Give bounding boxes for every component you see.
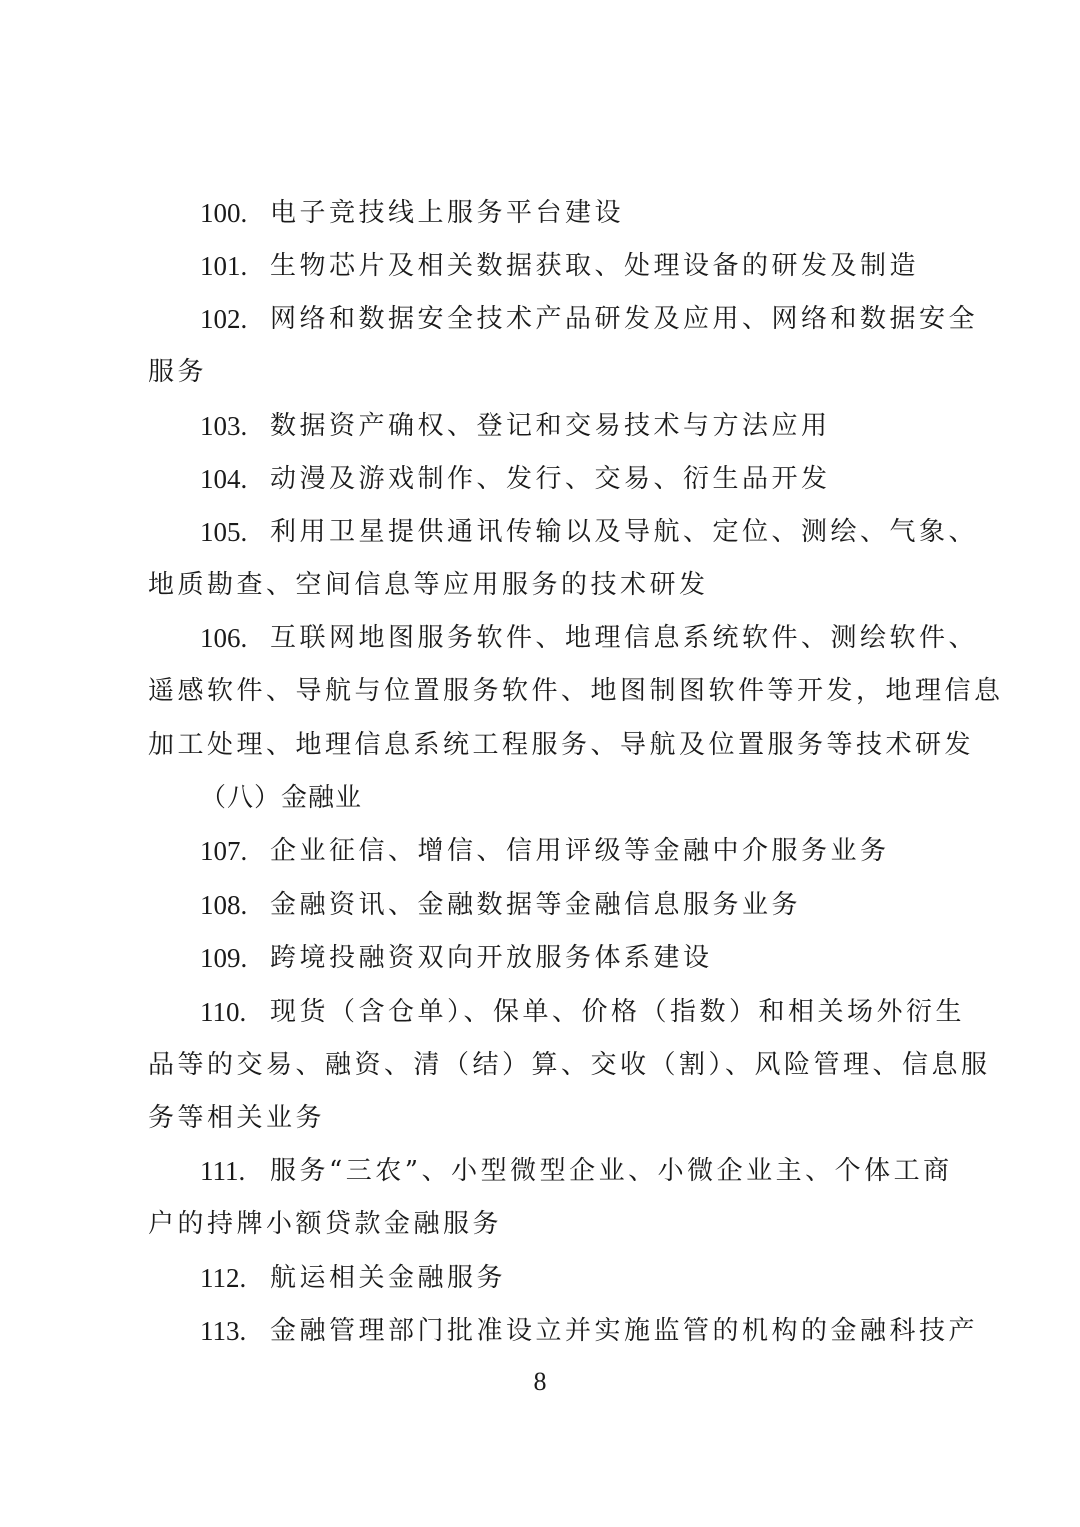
- item-number: 105.: [200, 517, 248, 547]
- item-text-continuation: 品等的交易、融资、清（结）算、交收（割）、风险管理、信息服: [148, 1050, 991, 1080]
- item-text-continuation: 地质勘查、空间信息等应用服务的技术研发: [148, 570, 709, 600]
- item-text: 动漫及游戏制作、发行、交易、衍生品开发: [270, 464, 831, 494]
- list-item-continuation: [0, 346, 1080, 399]
- item-number: 104.: [200, 464, 248, 494]
- list-item-continuation: [0, 719, 1080, 772]
- list-item-continuation: [0, 559, 1080, 612]
- list-item: [0, 932, 1080, 985]
- list-item: [0, 612, 1080, 665]
- section-heading-row: [0, 772, 1080, 825]
- item-text-continuation: 务等相关业务: [148, 1103, 326, 1133]
- item-text: 跨境投融资双向开放服务体系建设: [270, 943, 713, 973]
- list-item: [0, 240, 1080, 293]
- list-item-continuation: [0, 1198, 1080, 1251]
- item-number: 102.: [200, 304, 248, 334]
- item-text: 航运相关金融服务: [270, 1263, 507, 1293]
- item-text: 企业征信、增信、信用评级等金融中介服务业务: [270, 836, 890, 866]
- item-text: 网络和数据安全技术产品研发及应用、网络和数据安全: [270, 304, 979, 334]
- item-text: 利用卫星提供通讯传输以及导航、定位、测绘、气象、: [270, 517, 979, 547]
- list-item: [0, 293, 1080, 346]
- item-text: 互联网地图服务软件、地理信息系统软件、测绘软件、: [270, 623, 979, 653]
- item-number: 101.: [200, 251, 248, 281]
- list-item: [0, 986, 1080, 1039]
- list-item: [0, 187, 1080, 240]
- list-item: [0, 825, 1080, 878]
- item-number: 100.: [200, 198, 248, 228]
- list-item: [0, 1305, 1080, 1358]
- item-number: 108.: [200, 890, 248, 920]
- item-text: 服务“三农”、小型微型企业、小微企业主、个体工商: [270, 1156, 953, 1186]
- item-text: 现货（含仓单）、保单、价格（指数）和相关场外衍生: [270, 997, 966, 1027]
- list-item: [0, 400, 1080, 453]
- list-item: [0, 453, 1080, 506]
- item-number: 103.: [200, 411, 248, 441]
- item-text: 生物芯片及相关数据获取、处理设备的研发及制造: [270, 251, 920, 281]
- item-text: 数据资产确权、登记和交易技术与方法应用: [270, 411, 831, 441]
- item-number: 113.: [200, 1316, 247, 1346]
- section-heading: （八）金融业: [200, 783, 363, 813]
- list-item: [0, 506, 1080, 559]
- list-item-continuation: [0, 1092, 1080, 1145]
- item-text-continuation: 加工处理、地理信息系统工程服务、导航及位置服务等技术研发: [148, 730, 975, 760]
- item-text-continuation: 服务: [148, 357, 208, 387]
- list-item: [0, 879, 1080, 932]
- item-text-continuation: 遥感软件、导航与位置服务软件、地图制图软件等开发，地理信息: [148, 676, 1004, 706]
- item-text: 金融管理部门批准设立并实施监管的机构的金融科技产: [270, 1316, 979, 1346]
- page-number: 8: [533, 1367, 547, 1396]
- item-number: 109.: [200, 943, 248, 973]
- list-item: [0, 1145, 1080, 1198]
- item-text: 金融资讯、金融数据等金融信息服务业务: [270, 890, 802, 920]
- item-number: 107.: [200, 836, 248, 866]
- item-number: 111.: [200, 1156, 246, 1186]
- list-item-continuation: [0, 665, 1080, 718]
- item-text: 电子竞技线上服务平台建设: [270, 198, 625, 228]
- list-item: [0, 1252, 1080, 1305]
- item-number: 110.: [200, 997, 247, 1027]
- item-number: 112.: [200, 1263, 247, 1293]
- item-text-continuation: 户的持牌小额贷款金融服务: [148, 1209, 503, 1239]
- item-number: 106.: [200, 623, 248, 653]
- list-item-continuation: [0, 1039, 1080, 1092]
